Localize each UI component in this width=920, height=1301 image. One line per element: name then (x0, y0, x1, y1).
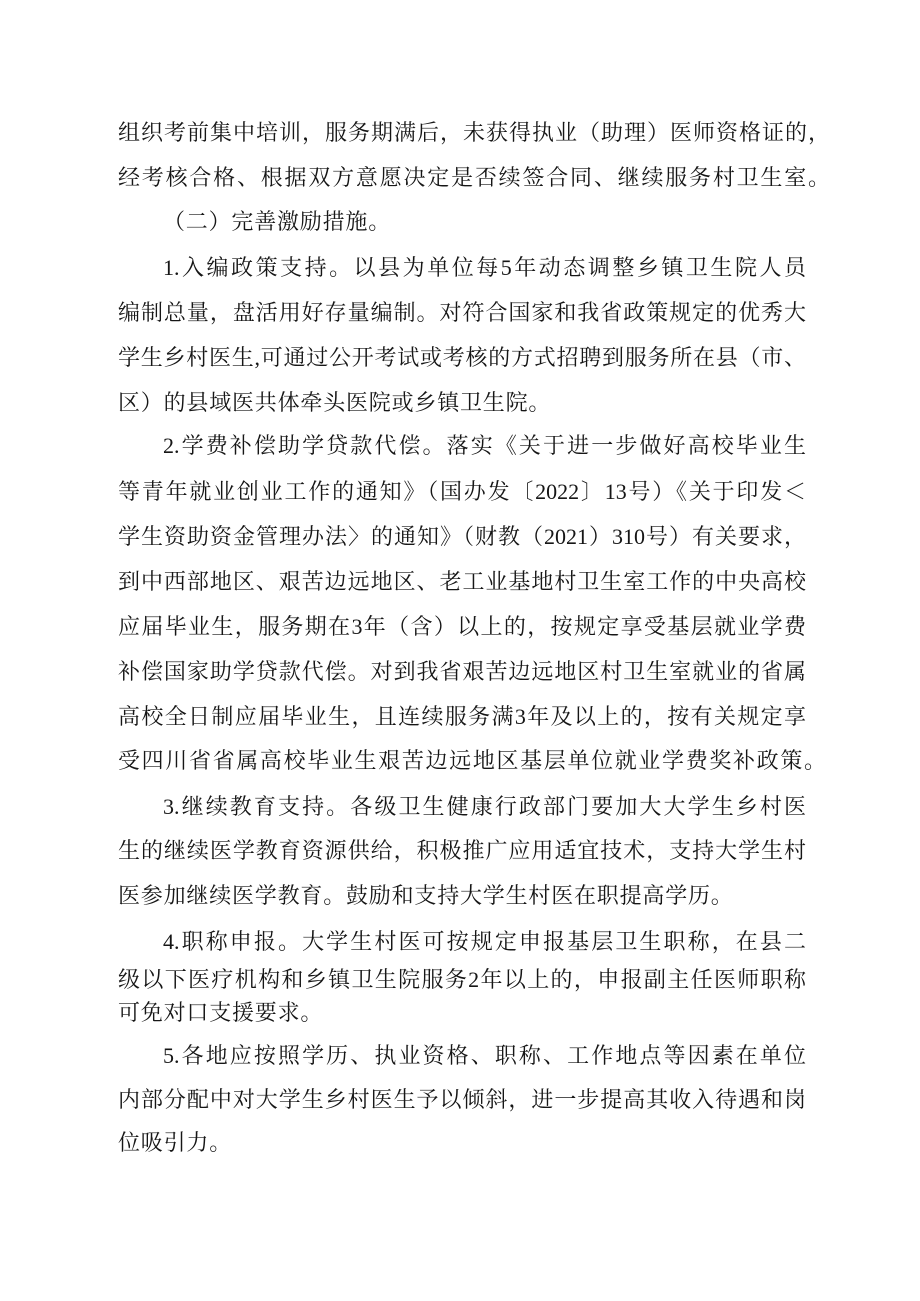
paragraph-line: 1.入编政策支持。以县为单位每5年动态调整乡镇卫生院人员 (163, 255, 806, 280)
paragraph-line: 经考核合格、根据双方意愿决定是否续签合同、继续服务村卫生室。 (118, 165, 830, 190)
paragraph-line: 位吸引力。 (118, 1130, 233, 1155)
paragraph-line: 学生乡村医生,可通过公开考试或考核的方式招聘到服务所在县（市、 (118, 345, 806, 370)
paragraph-line: 内部分配中对大学生乡村医生予以倾斜，进一步提高其收入待遇和岗 (118, 1087, 806, 1112)
paragraph-line: 应届毕业生，服务期在3年（含）以上的，按规定享受基层就业学费 (118, 614, 806, 639)
paragraph-line: 组织考前集中培训，服务期满后，未获得执业（助理）医师资格证的， (118, 120, 830, 145)
section-heading: （二）完善激励措施。 (163, 209, 392, 234)
paragraph-line: 区）的县域医共体牵头医院或乡镇卫生院。 (118, 390, 552, 415)
paragraph-line: 5.各地应按照学历、执业资格、职称、工作地点等因素在单位 (163, 1043, 806, 1068)
paragraph-line: 补偿国家助学贷款代偿。对到我省艰苦边远地区村卫生室就业的省属 (118, 659, 806, 684)
paragraph-line: 生的继续医学教育资源供给，积极推广应用适宜技术，支持大学生村 (118, 838, 806, 863)
paragraph-line: 学生资助资金管理办法〉的通知》（财教（2021）310号）有关要求， (118, 524, 806, 549)
paragraph-line: 2.学费补偿助学贷款代偿。落实《关于进一步做好高校毕业生 (163, 433, 806, 458)
paragraph-line: 4.职称申报。大学生村医可按规定申报基层卫生职称，在县二 (163, 929, 806, 954)
paragraph-line: 受四川省省属高校毕业生艰苦边远地区基层单位就业学费奖补政策。 (118, 748, 826, 773)
paragraph-line: 高校全日制应届毕业生，且连续服务满3年及以上的，按有关规定享 (118, 704, 806, 729)
paragraph-line: 医参加继续医学教育。鼓励和支持大学生村医在职提高学历。 (118, 883, 734, 908)
paragraph-line: 等青年就业创业工作的通知》（国办发〔2022〕13号）《关于印发＜ (118, 479, 806, 504)
paragraph-line: 编制总量，盘活用好存量编制。对符合国家和我省政策规定的优秀大 (118, 300, 806, 325)
paragraph-line: 3.继续教育支持。各级卫生健康行政部门要加大大学生乡村医 (163, 794, 806, 819)
paragraph-line: 到中西部地区、艰苦边远地区、老工业基地村卫生室工作的中央高校 (118, 569, 806, 594)
paragraph-line: 级以下医疗机构和乡镇卫生院服务2年以上的，申报副主任医师职称 (118, 967, 806, 992)
paragraph-line: 可免对口支援要求。 (118, 1000, 324, 1025)
